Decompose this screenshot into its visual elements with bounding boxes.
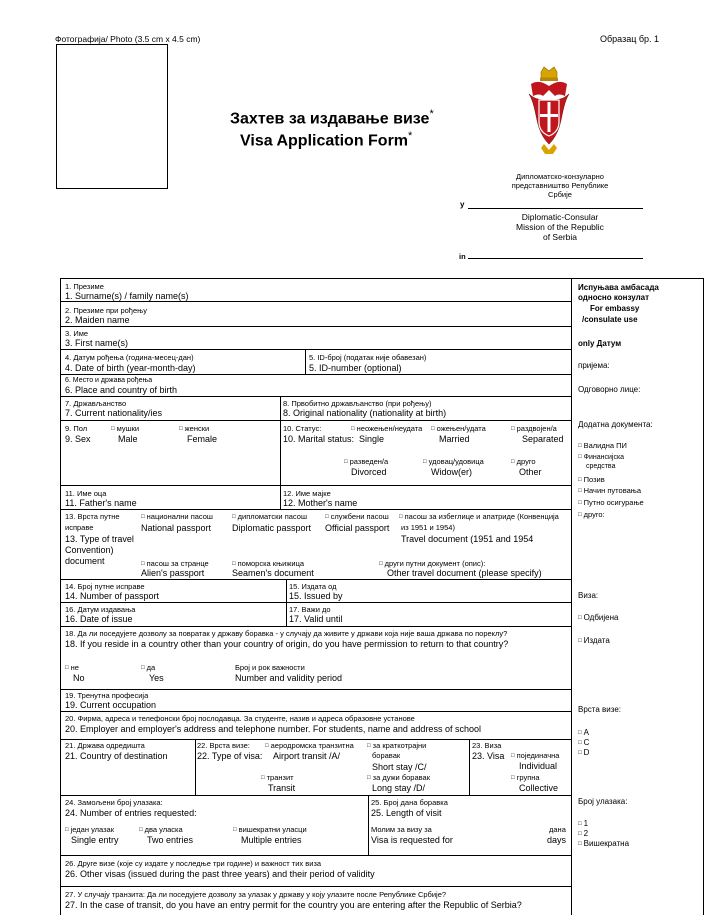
field-12-label-cyr: 12. Име мајке xyxy=(283,489,331,498)
sidebar-doc-travel-checkbox[interactable]: □ Начин путовања xyxy=(578,486,641,496)
sidebar-heading-cyr-1: Испуњава амбасада xyxy=(578,283,659,292)
official-use-sidebar xyxy=(572,278,704,915)
sidebar-heading-en-2: /consulate use xyxy=(582,315,638,324)
photo-label: Фотографија/ Photo (3.5 cm x 4.5 cm) xyxy=(55,34,201,44)
field-25-label: 25. Length of visit xyxy=(371,808,442,818)
passport-other-checkbox[interactable]: □ други путни документ (опис): xyxy=(379,559,485,569)
field-6-label-cyr: 6. Место и држава рођења xyxy=(65,377,153,384)
field-16-label: 16. Date of issue xyxy=(65,614,133,624)
field-4-label-cyr: 4. Датум рођења (година-месец-дан) xyxy=(65,353,194,362)
sidebar-doc-invitation-checkbox[interactable]: □ Позив xyxy=(578,475,605,485)
field-19-label: 19. Current occupation xyxy=(65,700,157,710)
days-unit-cyr: дана xyxy=(549,825,566,834)
field-20-label: 20. Employer and employer's address and telephone number. For students, name and address of school xyxy=(65,724,481,734)
visa-short-stay-label: Short stay /C/ xyxy=(372,762,427,772)
field-17-label-cyr: 17. Важи до xyxy=(289,605,331,614)
field-1-label: 1. Surname(s) / family name(s) xyxy=(65,291,189,301)
visa-transit-checkbox[interactable]: □ транзит xyxy=(261,773,294,783)
passport-seaman-label: Seamen's document xyxy=(232,568,314,578)
field-5-label: 5. ID-number (optional) xyxy=(309,363,402,373)
status-widow-label: Widow(er) xyxy=(431,467,473,477)
entries-single-label: Single entry xyxy=(71,835,119,845)
visa-long-stay-label: Long stay /D/ xyxy=(372,783,426,793)
sidebar-visa-issued-checkbox[interactable]: □ Издата xyxy=(578,636,610,646)
field-14-label-cyr: 14. Број путне исправе xyxy=(65,582,145,591)
field-6-label: 6. Place and country of birth xyxy=(65,385,178,395)
field-21-label: 21. Country of destination xyxy=(65,751,168,761)
visa-airport-label: Airport transit /A/ xyxy=(273,751,341,761)
sex-female-label: Female xyxy=(187,434,218,444)
sex-male-label: Male xyxy=(118,434,138,444)
sidebar-entries-1-checkbox[interactable]: □ 1 xyxy=(578,819,588,829)
sidebar-extra-docs-label: Додатна документа: xyxy=(578,420,653,429)
field-10-label: 10. Marital status: xyxy=(283,434,355,444)
sidebar-doc-passport-checkbox[interactable]: □ Валидна ПИ xyxy=(578,441,627,451)
field-19-label-cyr: 19. Тренутна професија xyxy=(65,691,149,700)
visa-individual-label: Individual xyxy=(519,761,558,771)
passport-national-checkbox[interactable]: □ национални пасош xyxy=(141,512,213,522)
field-7-label-cyr: 7. Држављанство xyxy=(65,399,127,408)
field-21-label-cyr: 21. Држава одредишта xyxy=(65,741,145,750)
field-23-label-cyr: 23. Виза xyxy=(472,741,502,750)
field-2-label: 2. Maiden name xyxy=(65,315,130,325)
field-13-label: 13. Type of travel xyxy=(65,534,134,544)
field-8-label: 8. Original nationality (nationality at birth) xyxy=(283,408,447,418)
field-11-label-cyr: 11. Име оца xyxy=(65,489,107,498)
passport-refugee-label-cyr-2: из 1951 и 1954) xyxy=(401,523,455,532)
title-english: Visa Application Form* xyxy=(240,130,413,150)
entries-multiple-checkbox[interactable]: □ вишекратни уласци xyxy=(233,825,307,835)
sidebar-doc-financial-label-2: средства xyxy=(586,463,616,470)
field-8-label-cyr: 8. Првобитно држављанство (при рођењу) xyxy=(283,399,432,408)
mission-english: Diplomatic-Consular Mission of the Republic of Serbia xyxy=(516,212,604,242)
field-13-label-cyr-2: исправе xyxy=(65,523,94,532)
entries-single-checkbox[interactable]: □ један улазак xyxy=(65,825,114,835)
sex-male-checkbox[interactable]: □ мушки xyxy=(111,424,139,434)
passport-seaman-checkbox[interactable]: □ поморска књижица xyxy=(232,559,304,569)
sidebar-receipt-date-label: only Датум xyxy=(578,339,622,348)
field-26-label-cyr: 26. Друге визе (које су издате у последње три године) и важност тих виза xyxy=(65,859,322,868)
field-7-label: 7. Current nationality/ies xyxy=(65,408,163,418)
field-15-label: 15. Issued by xyxy=(289,591,343,601)
visa-individual-checkbox[interactable]: □ појединачна xyxy=(511,751,559,761)
passport-refugee-checkbox[interactable]: □ пасош за избеглице и апатриде (Конвенција xyxy=(399,512,559,522)
field-2-label-cyr: 2. Презиме при рођењу xyxy=(65,306,147,315)
status-widow-checkbox[interactable]: □ удовац/удовица xyxy=(423,457,484,467)
title-cyrillic: Захтев за издавање визе* xyxy=(230,108,434,128)
visa-collective-label: Collective xyxy=(519,783,559,793)
visa-short-stay-label-cyr-2: боравак xyxy=(372,751,401,760)
passport-official-checkbox[interactable]: □ службени пасош xyxy=(325,512,389,522)
status-separated-label: Separated xyxy=(522,434,564,444)
field-12-label: 12. Mother's name xyxy=(283,498,358,508)
return-permit-no-checkbox[interactable]: □ не xyxy=(65,663,79,673)
return-permit-yes-checkbox[interactable]: □ да xyxy=(141,663,155,673)
sidebar-doc-financial-checkbox[interactable]: □ Финансијска xyxy=(578,453,624,462)
visa-days-label: Visa is requested for xyxy=(371,835,453,845)
passport-diplomatic-label: Diplomatic passport xyxy=(232,523,312,533)
field-27-label-cyr: 27. У случају транзита: Да ли поседујете дозволу за улазак у државу у коју улазите после Републике Србије? xyxy=(65,890,447,899)
field-27-label: 27. In the case of transit, do you have an entry permit for the country you are entering after the Republic of Serbia? xyxy=(65,900,522,910)
visa-transit-label: Transit xyxy=(268,783,296,793)
sidebar-doc-other-checkbox[interactable]: □ друго: xyxy=(578,510,605,520)
visa-airport-checkbox[interactable]: □ аеродромска транзитна xyxy=(265,741,354,751)
photo-box[interactable] xyxy=(56,44,168,189)
field-1-label-cyr: 1. Презиме xyxy=(65,282,104,291)
field-20-label-cyr: 20. Фирма, адреса и телефонски број послодавца. За студенте, назив и адреса образовне установе xyxy=(65,714,415,723)
field-15-label-cyr: 15. Издата од xyxy=(289,582,337,591)
return-permit-yes-label: Yes xyxy=(149,673,164,683)
mission-location-label-english: in xyxy=(459,252,466,261)
sidebar-heading-en-1: For embassy xyxy=(590,304,640,313)
mission-location-line-english[interactable] xyxy=(468,258,643,259)
field-22-label: 22. Type of visa: xyxy=(197,751,263,761)
visa-long-stay-checkbox[interactable]: □ за дужи боравак xyxy=(367,773,430,783)
sidebar-visa-refused-checkbox[interactable]: □ Одбијена xyxy=(578,613,618,623)
sidebar-visa-type-d-checkbox[interactable]: □ D xyxy=(578,748,589,758)
field-13-label-3: document xyxy=(65,556,105,566)
passport-alien-label: Alien's passport xyxy=(141,568,205,578)
return-permit-validity-cyr: Број и рок важности xyxy=(235,663,305,672)
passport-alien-checkbox[interactable]: □ пасош за странце xyxy=(141,559,209,569)
sidebar-visa-label: Виза: xyxy=(578,591,599,600)
status-married-checkbox[interactable]: □ ожењен/удата xyxy=(431,424,486,434)
status-other-checkbox[interactable]: □ друго xyxy=(511,457,536,467)
passport-official-label: Official passport xyxy=(325,523,390,533)
visa-collective-checkbox[interactable]: □ групна xyxy=(511,773,540,783)
application-form xyxy=(60,278,572,915)
field-3-label-cyr: 3. Име xyxy=(65,329,89,338)
status-other-label: Other xyxy=(519,467,542,477)
field-25-label-cyr: 25. Број дана боравка xyxy=(371,798,448,807)
sidebar-receipt-label: пријема: xyxy=(578,361,610,370)
status-divorced-checkbox[interactable]: □ разведен/а xyxy=(344,457,388,467)
sidebar-responsible-label: Одговорно лице: xyxy=(578,385,641,394)
status-separated-checkbox[interactable]: □ раздвојен/а xyxy=(511,424,557,434)
visa-days-label-cyr: Молим за визу за xyxy=(371,825,432,834)
field-14-label: 14. Number of passport xyxy=(65,591,160,601)
mission-cyrillic: Дипломатско-конзуларно представништво Републике Србије xyxy=(511,172,609,199)
visa-short-stay-checkbox[interactable]: □ за краткотрајни xyxy=(367,741,426,751)
field-9-label: 9. Sex xyxy=(65,434,91,444)
mission-location-line[interactable] xyxy=(468,208,643,209)
mission-location-label-cyrillic: у xyxy=(460,200,465,209)
field-22-label-cyr: 22. Врста визе: xyxy=(197,741,250,750)
field-3-label: 3. First name(s) xyxy=(65,338,129,348)
field-17-label: 17. Valid until xyxy=(289,614,343,624)
entries-multiple-label: Multiple entries xyxy=(241,835,302,845)
sidebar-entries-2-checkbox[interactable]: □ 2 xyxy=(578,829,588,839)
field-11-label: 11. Father's name xyxy=(65,498,137,508)
passport-refugee-label: Travel document (1951 and 1954 xyxy=(401,534,534,544)
status-divorced-label: Divorced xyxy=(351,467,387,477)
field-9-label-cyr: 9. Пол xyxy=(65,424,88,433)
field-26-label: 26. Other visas (issued during the past three years) and their period of validity xyxy=(65,869,375,879)
sidebar-doc-insurance-checkbox[interactable]: □ Путно осигурање xyxy=(578,498,644,508)
entries-two-label: Two entries xyxy=(147,835,194,845)
coat-of-arms-icon xyxy=(527,66,571,156)
passport-national-label: National passport xyxy=(141,523,212,533)
sidebar-visa-type-a-checkbox[interactable]: □ А xyxy=(578,728,589,738)
field-18-label-cyr: 18. Да ли поседујете дозволу за повратак у државу боравка - у случају да живите у држави која није ваша држава по пореклу? xyxy=(65,629,508,638)
status-single-label: Single xyxy=(359,434,385,444)
field-16-label-cyr: 16. Датум издавања xyxy=(65,605,136,614)
field-10-label-cyr: 10. Статус: xyxy=(283,424,322,433)
passport-other-label: Other travel document (please specify) xyxy=(387,568,542,578)
field-4-label: 4. Date of birth (year-month-day) xyxy=(65,363,196,373)
return-permit-no-label: No xyxy=(73,673,85,683)
field-5-label-cyr: 5. ID-број (податак није обавезан) xyxy=(309,353,427,362)
field-23-label: 23. Visa xyxy=(472,751,505,761)
sidebar-entries-label: Број улазака: xyxy=(578,797,628,806)
status-married-label: Married xyxy=(439,434,470,444)
form-number: Образац бр. 1 xyxy=(600,34,660,44)
sidebar-visa-type-label: Врста визе: xyxy=(578,705,621,714)
passport-diplomatic-checkbox[interactable]: □ дипломатски пасош xyxy=(232,512,307,522)
days-unit: days xyxy=(547,835,567,845)
sidebar-heading-cyr-2: односно конзулат xyxy=(578,293,650,302)
field-13-label-2: Convention) xyxy=(65,545,114,555)
sidebar-entries-multi-checkbox[interactable]: □ Вишекратна xyxy=(578,839,629,849)
sidebar-visa-type-c-checkbox[interactable]: □ C xyxy=(578,738,589,748)
status-single-checkbox[interactable]: □ неожењен/неудата xyxy=(351,424,422,434)
sex-female-checkbox[interactable]: □ женски xyxy=(179,424,209,434)
field-24-label-cyr: 24. Замољени број улазака: xyxy=(65,798,163,807)
return-permit-validity: Number and validity period xyxy=(235,673,343,683)
field-18-label: 18. If you reside in a country other than your country of origin, do you have permission to return to that country? xyxy=(65,639,509,649)
field-24-label: 24. Number of entries requested: xyxy=(65,808,197,818)
field-13-label-cyr: 13. Врста путне xyxy=(65,512,120,521)
entries-two-checkbox[interactable]: □ два уласка xyxy=(139,825,183,835)
